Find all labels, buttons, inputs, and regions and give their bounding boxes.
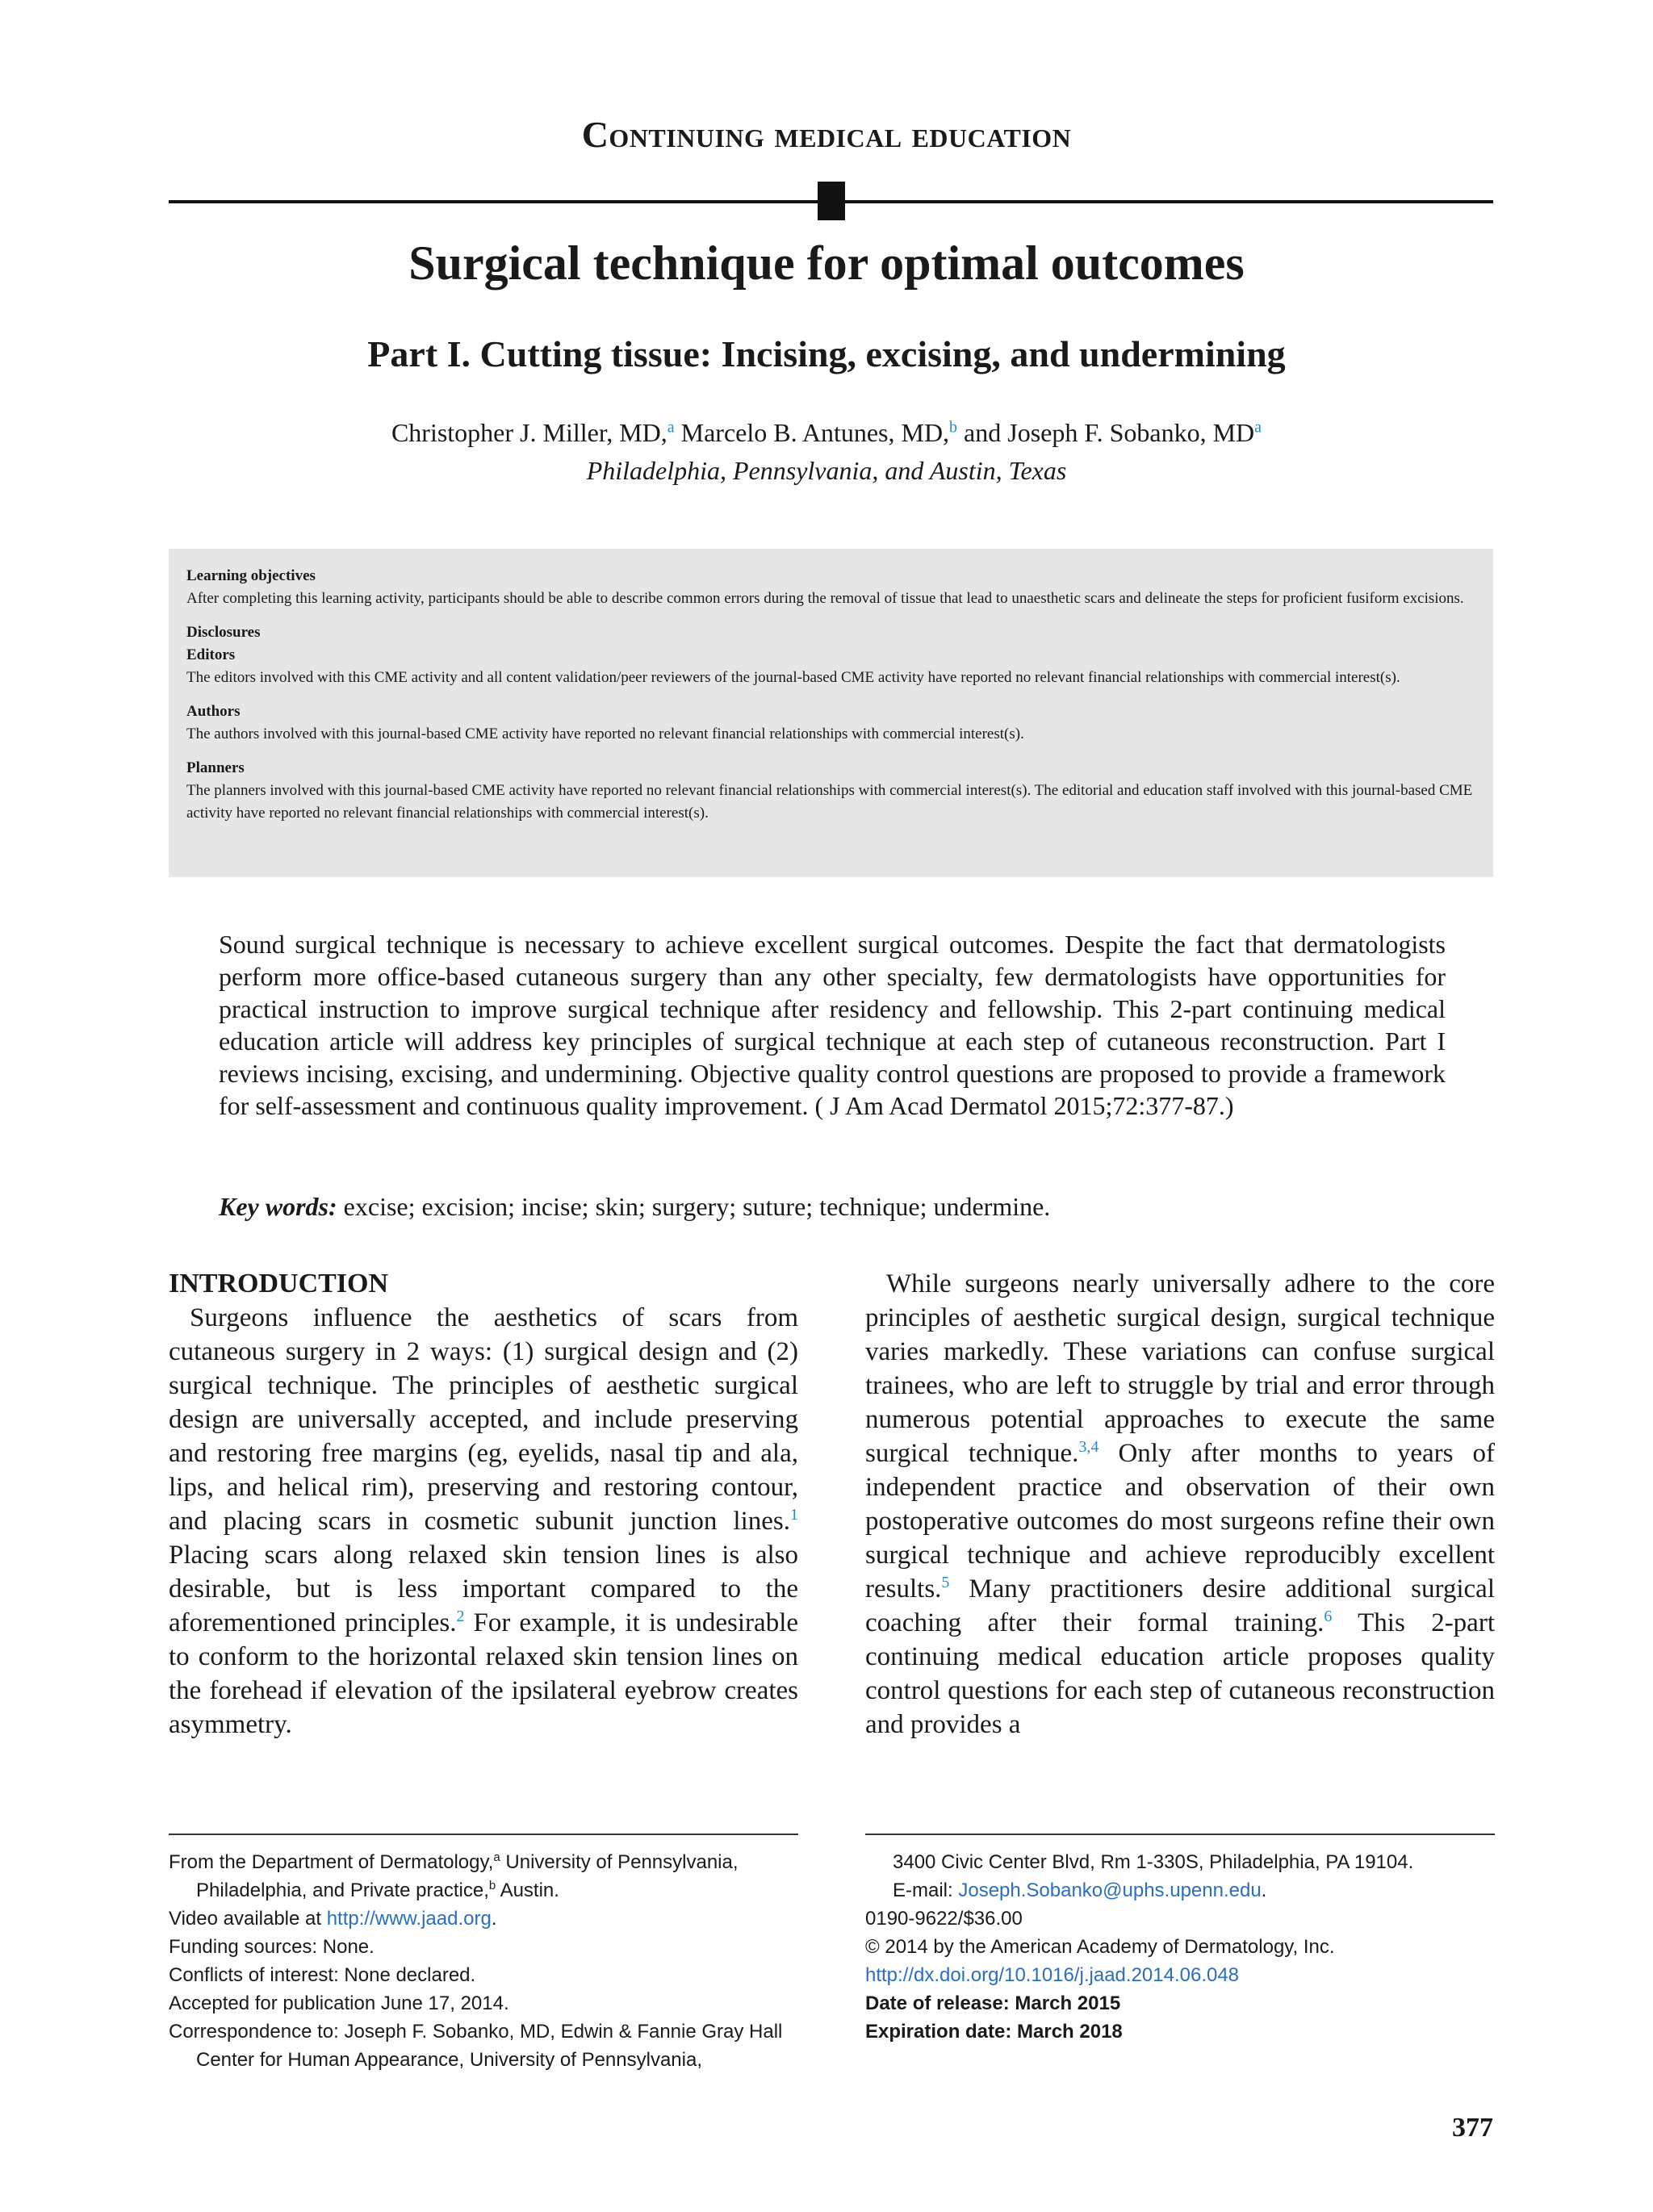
affiliation-marker: b (488, 1879, 496, 1892)
citation-link[interactable]: 3,4 (1078, 1438, 1099, 1456)
authors-text: The authors involved with this journal-based CME activity have reported no relevant financial relationships with commercial interest(s). (186, 725, 1024, 742)
planners-heading: Planners (186, 759, 245, 776)
keywords (219, 1190, 1446, 1223)
body-text: While surgeons nearly universally adhere to the core principles of aesthetic surgical design, surgical technique varies markedly. These variations can confuse surgical trainees, who are left to struggle by trial and error through numerous potential approaches to execute the same surgical technique. (865, 1269, 1495, 1468)
body-text: Only after months to years of independent practice and observation of their own postoperative outcomes do most surgeons refine their own surgical technique and achieve reproducibly excellent results. (865, 1439, 1495, 1604)
author-location: Philadelphia, Pennsylvania, and Austin, Texas (586, 456, 1067, 485)
funding-note: Funding sources: None. (169, 1936, 375, 1958)
footnotes-left (169, 1848, 806, 2074)
conflicts-note: Conflicts of interest: None declared. (169, 1964, 476, 1986)
keywords-label: Key words: (219, 1192, 337, 1221)
keywords-list: excise; excision; incise; skin; surgery; suture; technique; undermine. (343, 1192, 1051, 1221)
body-text: Surgeons influence the aesthetics of scars from cutaneous surgery in 2 ways: (1) surgical design and (2) surgical technique. The principles of aesthetic surgical design are universally accepted, and include preserving and restoring free margins (eg, eyelids, nasal tip and ala, lips, and helical rim), preserving and restoring contour, and placing scars in cosmetic subunit junction lines. (169, 1303, 798, 1536)
author-name: and Joseph F. Sobanko, MD (964, 418, 1255, 447)
body-text: For example, it is undesirable to conform to the horizontal relaxed skin tension lines on the forehead if elevation of the ipsilateral eyebrow creates asymmetry. (169, 1608, 799, 1739)
citation-link[interactable]: 5 (941, 1574, 950, 1591)
issn-note: 0190-9622/$36.00 (865, 1908, 1023, 1930)
editors-text: The editors involved with this CME activity and all content validation/peer reviewers of the journal-based CME activity have reported no relevant financial relationships with commercial interest(s). (186, 669, 1400, 686)
article-subtitle: Part I. Cutting tissue: Incising, excising, and undermining (367, 333, 1286, 374)
footnote-rule-left (169, 1834, 798, 1835)
body-text: Many practitioners desire additional surgical coaching after their formal training. (865, 1574, 1495, 1637)
doi-link[interactable]: http://dx.doi.org/10.1016/j.jaad.2014.06.048 (865, 1964, 1240, 1986)
learning-objectives-heading: Learning objectives (186, 567, 316, 584)
body-text: This 2-part continuing medical education article proposes quality control questions for each step of cutaneous reconstruction and provides a (865, 1608, 1495, 1739)
footnote-rule-right (865, 1834, 1495, 1835)
section-header: Continuing medical education (581, 114, 1072, 155)
header-block-ornament (818, 182, 845, 220)
citation-link[interactable]: 2 (456, 1608, 465, 1625)
citation-link[interactable]: 1 (790, 1506, 798, 1524)
planners-text: The planners involved with this journal-based CME activity have reported no relevant financial relationships with commercial interest(s). The editorial and education staff involved with this journal-based CME activity have reported no relevant financial relationships with commercial interest(s). (186, 782, 1473, 822)
body-paragraph (865, 1267, 1495, 1742)
footnote-text: Video available at (169, 1908, 327, 1930)
citation-link[interactable]: 6 (1324, 1608, 1333, 1625)
article-title: Surgical technique for optimal outcomes (408, 236, 1245, 290)
accepted-note: Accepted for publication June 17, 2014. (169, 1992, 509, 2014)
body-column-left (169, 1267, 798, 1742)
footnote-text: From the Department of Dermatology, (169, 1851, 494, 1873)
disclosures-heading: Disclosures (186, 624, 261, 641)
footnote-text: University of Pennsylvania, Philadelphia, and Private practice, (196, 1851, 739, 1901)
correspondence-note: Correspondence to: Joseph F. Sobanko, MD, Edwin & Fannie Gray Hall Center for Human Appearance, University of Pennsylvania, (169, 2021, 783, 2071)
body-column-right (865, 1267, 1495, 1742)
footnote-text: . (1261, 1880, 1267, 1901)
section-heading-introduction: INTRODUCTION (169, 1269, 389, 1298)
video-note (169, 1905, 806, 1933)
email-link[interactable]: Joseph.Sobanko@uphs.upenn.edu (958, 1880, 1262, 1901)
page-number: 377 (1452, 2113, 1493, 2143)
affiliation-marker: a (1254, 418, 1262, 437)
author-list (0, 418, 1653, 448)
release-date: Date of release: March 2015 (865, 1992, 1121, 2014)
learning-objectives-text: After completing this learning activity, participants should be able to describe common errors during the removal of tissue that lead to unaesthetic scars and delineate the steps for proficient fusiform excisions. (186, 590, 1464, 607)
footnotes-right (865, 1848, 1503, 2046)
affiliation-note (169, 1848, 806, 1905)
abstract: Sound surgical technique is necessary to achieve excellent surgical outcomes. Despite the fact that dermatologists perform more office-based cutaneous surgery than any other specialty, few dermatologists have opportunities for practical instruction to improve surgical technique after residency and fellowship. This 2-part continuing medical education article will address key principles of surgical technique at each step of cutaneous reconstruction. Part I reviews incising, excising, and undermining. Objective quality control questions are proposed to provide a framework for self-assessment and continuous quality improvement. ( J Am Acad Dermatol 2015;72:377-87.) (219, 930, 1446, 1120)
video-link[interactable]: http://www.jaad.org (326, 1908, 492, 1930)
author-name: Christopher J. Miller, MD, (391, 418, 667, 447)
footnote-text: Austin. (496, 1880, 559, 1901)
correspondence-address: 3400 Civic Center Blvd, Rm 1-330S, Philadelphia, PA 19104. (893, 1851, 1414, 1873)
copyright-note: © 2014 by the American Academy of Dermatology, Inc. (865, 1936, 1335, 1958)
expiration-date: Expiration date: March 2018 (865, 2021, 1123, 2043)
footnote-text: E-mail: (893, 1880, 959, 1901)
affiliation-marker: a (493, 1850, 500, 1864)
cme-objectives-box (169, 549, 1493, 877)
affiliation-marker: b (949, 418, 958, 437)
body-paragraph (169, 1301, 798, 1742)
body-text: Placing scars along relaxed skin tension lines is also desirable, but is less important compared to the aforementioned principles. (169, 1541, 798, 1637)
correspondence-email (865, 1876, 1503, 1905)
editors-heading: Editors (186, 646, 236, 663)
authors-heading: Authors (186, 703, 241, 720)
footnote-text: . (491, 1908, 497, 1930)
affiliation-marker: a (667, 418, 675, 437)
author-name: Marcelo B. Antunes, MD, (680, 418, 950, 447)
